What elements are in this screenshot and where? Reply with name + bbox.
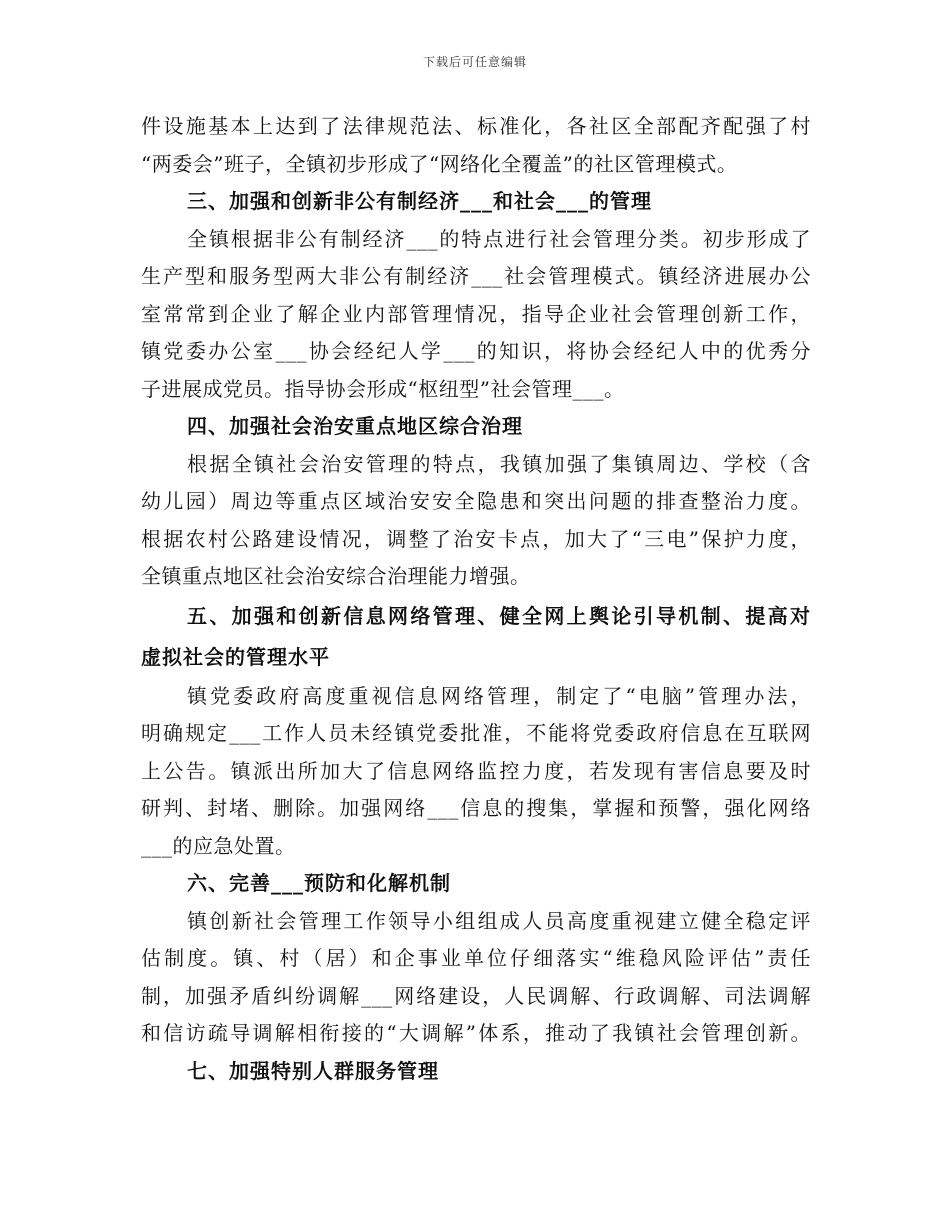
paragraph-line: 上公告。镇派出所加大了信息网络监控力度，若发现有害信息要及时 — [141, 758, 811, 783]
section-heading: 七、加强特别人群服务管理 — [187, 1058, 439, 1083]
paragraph-line: 幼儿园）周边等重点区域治安安全隐患和突出问题的排查整治力度。 — [141, 489, 811, 513]
paragraph-line: 镇创新社会管理工作领导小组组成人员高度重视建立健全稳定评 — [187, 908, 811, 933]
paragraph-line: ___的应急处置。 — [141, 833, 296, 858]
paragraph-line: 室常常到企业了解企业内部管理情况，指导企业社会管理创新工作， — [141, 301, 811, 326]
paragraph-line: 明确规定___工作人员未经镇党委批准，不能将党委政府信息在互联网 — [141, 721, 811, 745]
paragraph-line: 镇党委办公室___协会经纪人学___的知识，将协会经纪人中的优秀分 — [141, 339, 811, 363]
section-heading: 五、加强和创新信息网络管理、健全网上舆论引导机制、提高对 — [187, 603, 811, 628]
paragraph-line: 研判、封堵、删除。加强网络___信息的搜集，掌握和预警，强化网络 — [141, 796, 811, 820]
paragraph-line: 子进展成党员。指导协会形成“枢纽型”社会管理___。 — [141, 376, 625, 401]
section-heading: 三、加强和创新非公有制经济___和社会___的管理 — [187, 189, 652, 213]
paragraph-line: 全镇根据非公有制经济___的特点进行社会管理分类。初步形成了 — [187, 226, 811, 251]
paragraph-line: 制，加强矛盾纠纷调解___网络建设，人民调解、行政调解、司法调解 — [141, 983, 811, 1008]
section-heading: 四、加强社会治安重点地区综合治理 — [187, 414, 523, 438]
paragraph-line: 根据农村公路建设情况，调整了治安卡点，加大了“三电”保护力度， — [141, 526, 811, 551]
section-heading: 六、完善___预防和化解机制 — [187, 871, 451, 895]
paragraph-line: 全镇重点地区社会治安综合治理能力增强。 — [141, 564, 531, 588]
paragraph-line: 根据全镇社会治安管理的特点，我镇加强了集镇周边、学校（含 — [187, 451, 811, 476]
paragraph-line: 和信访疏导调解相衔接的“大调解”体系，推动了我镇社会管理创新。 — [141, 1021, 811, 1045]
paragraph-line: 估制度。镇、村（居）和企事业单位仔细落实“维稳风险评估”责任 — [141, 946, 811, 970]
paragraph-line: 件设施基本上达到了法律规范法、标准化，各社区全部配齐配强了村 — [141, 114, 811, 138]
paragraph-line: 生产型和服务型两大非公有制经济___社会管理模式。镇经济进展办公 — [141, 264, 811, 288]
paragraph-line: 镇党委政府高度重视信息网络管理，制定了“电脑”管理办法， — [187, 683, 811, 708]
page-header: 下载后可任意编辑 — [422, 55, 527, 69]
section-heading: 虚拟社会的管理水平 — [141, 644, 330, 669]
paragraph-line: “两委会”班子，全镇初步形成了“网络化全覆盖”的社区管理模式。 — [141, 151, 738, 176]
document-body — [141, 108, 811, 1090]
